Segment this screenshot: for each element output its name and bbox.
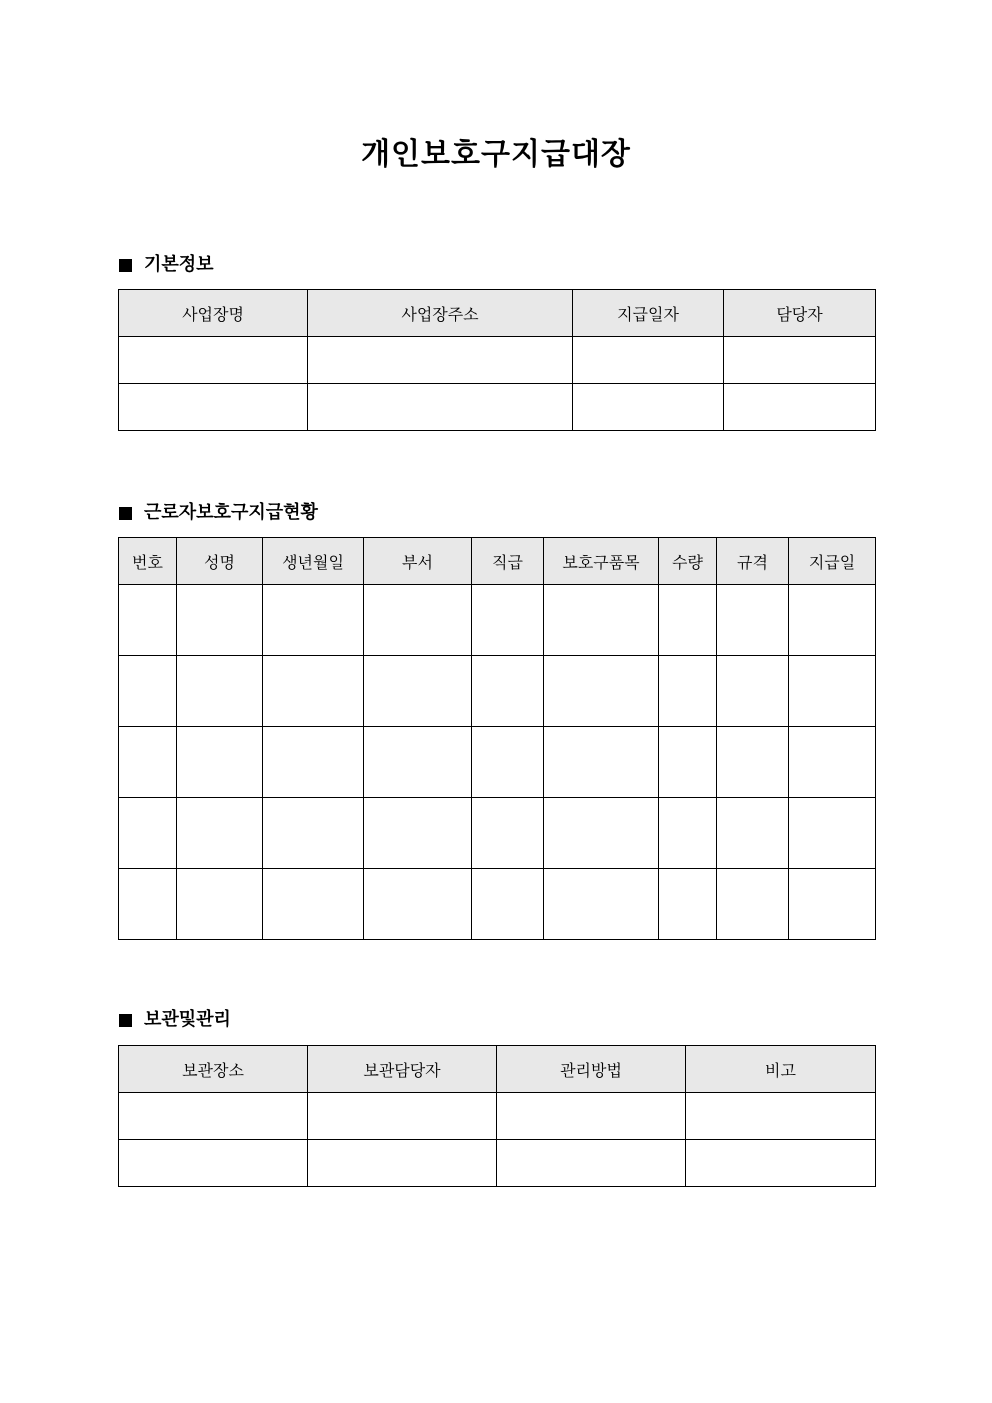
table-cell[interactable]	[686, 1093, 876, 1140]
table-cell[interactable]	[263, 585, 364, 656]
table-cell[interactable]	[263, 727, 364, 798]
storage-table	[118, 1045, 876, 1187]
table-cell[interactable]	[263, 798, 364, 869]
table-cell[interactable]	[119, 1093, 308, 1140]
header-cell-equipment-item: 보호구품목	[544, 538, 659, 585]
table-cell[interactable]	[789, 869, 876, 940]
table-cell[interactable]	[364, 585, 472, 656]
table-row	[119, 727, 876, 798]
header-cell-storage-manager: 보관담당자	[308, 1046, 497, 1093]
table-cell[interactable]	[573, 384, 724, 431]
table-row	[119, 384, 876, 431]
table-row	[119, 798, 876, 869]
table-cell[interactable]	[119, 798, 177, 869]
header-cell-supply-day: 지급일	[789, 538, 876, 585]
table-cell[interactable]	[544, 585, 659, 656]
table-cell[interactable]	[263, 656, 364, 727]
header-cell-storage-location: 보관장소	[119, 1046, 308, 1093]
header-cell-management-method: 관리방법	[497, 1046, 686, 1093]
table-cell[interactable]	[177, 869, 263, 940]
table-cell[interactable]	[717, 656, 789, 727]
table-cell[interactable]	[544, 798, 659, 869]
table-cell[interactable]	[177, 727, 263, 798]
table-cell[interactable]	[472, 727, 544, 798]
section-heading-storage	[119, 1008, 231, 1032]
table-cell[interactable]	[364, 869, 472, 940]
table-cell[interactable]	[497, 1093, 686, 1140]
table-cell[interactable]	[308, 337, 573, 384]
section-heading-label: 근로자보호구지급현황	[144, 502, 318, 523]
table-cell[interactable]	[472, 585, 544, 656]
table-cell[interactable]	[364, 656, 472, 727]
basic-info-table	[118, 289, 876, 431]
table-row	[119, 1093, 876, 1140]
table-cell[interactable]	[717, 869, 789, 940]
table-cell[interactable]	[544, 727, 659, 798]
table-cell[interactable]	[573, 337, 724, 384]
black-square-icon	[119, 259, 132, 272]
header-cell-size: 규격	[717, 538, 789, 585]
header-cell-business-name: 사업장명	[119, 290, 308, 337]
header-cell-number: 번호	[119, 538, 177, 585]
section-heading-label: 기본정보	[144, 254, 214, 275]
table-header-row	[119, 290, 876, 337]
header-cell-birth-date: 생년월일	[263, 538, 364, 585]
table-cell[interactable]	[263, 869, 364, 940]
table-cell[interactable]	[119, 727, 177, 798]
table-cell[interactable]	[472, 798, 544, 869]
table-cell[interactable]	[717, 798, 789, 869]
table-cell[interactable]	[364, 798, 472, 869]
header-cell-position: 직급	[472, 538, 544, 585]
header-cell-name: 성명	[177, 538, 263, 585]
header-cell-quantity: 수량	[659, 538, 717, 585]
table-cell[interactable]	[308, 1093, 497, 1140]
table-cell[interactable]	[472, 656, 544, 727]
table-cell[interactable]	[659, 727, 717, 798]
table-cell[interactable]	[789, 585, 876, 656]
black-square-icon	[119, 1014, 132, 1027]
table-cell[interactable]	[308, 1140, 497, 1187]
table-cell[interactable]	[177, 585, 263, 656]
table-row	[119, 869, 876, 940]
black-square-icon	[119, 507, 132, 520]
header-cell-business-address: 사업장주소	[308, 290, 573, 337]
table-cell[interactable]	[177, 798, 263, 869]
table-row	[119, 1140, 876, 1187]
section-heading-label: 보관및관리	[144, 1009, 231, 1030]
table-cell[interactable]	[659, 869, 717, 940]
document-title: 개인보호구지급대장	[361, 137, 631, 172]
table-cell[interactable]	[789, 798, 876, 869]
header-cell-supply-date: 지급일자	[573, 290, 724, 337]
table-cell[interactable]	[177, 656, 263, 727]
table-cell[interactable]	[364, 727, 472, 798]
header-cell-remarks: 비고	[686, 1046, 876, 1093]
table-cell[interactable]	[724, 384, 876, 431]
table-cell[interactable]	[717, 727, 789, 798]
table-cell[interactable]	[659, 585, 717, 656]
table-cell[interactable]	[659, 656, 717, 727]
table-cell[interactable]	[717, 585, 789, 656]
table-header-row	[119, 538, 876, 585]
table-cell[interactable]	[789, 727, 876, 798]
table-cell[interactable]	[119, 869, 177, 940]
table-cell[interactable]	[308, 384, 573, 431]
table-row	[119, 585, 876, 656]
table-cell[interactable]	[119, 585, 177, 656]
table-cell[interactable]	[686, 1140, 876, 1187]
table-cell[interactable]	[544, 656, 659, 727]
table-cell[interactable]	[119, 656, 177, 727]
section-heading-supply-status	[119, 501, 318, 525]
table-cell[interactable]	[724, 337, 876, 384]
table-cell[interactable]	[497, 1140, 686, 1187]
table-cell[interactable]	[789, 656, 876, 727]
table-cell[interactable]	[544, 869, 659, 940]
table-cell[interactable]	[472, 869, 544, 940]
supply-status-table	[118, 537, 876, 940]
table-header-row	[119, 1046, 876, 1093]
table-cell[interactable]	[659, 798, 717, 869]
table-cell[interactable]	[119, 337, 308, 384]
header-cell-manager: 담당자	[724, 290, 876, 337]
table-cell[interactable]	[119, 384, 308, 431]
table-cell[interactable]	[119, 1140, 308, 1187]
section-heading-basic-info	[119, 253, 214, 277]
table-row	[119, 337, 876, 384]
table-row	[119, 656, 876, 727]
header-cell-department: 부서	[364, 538, 472, 585]
